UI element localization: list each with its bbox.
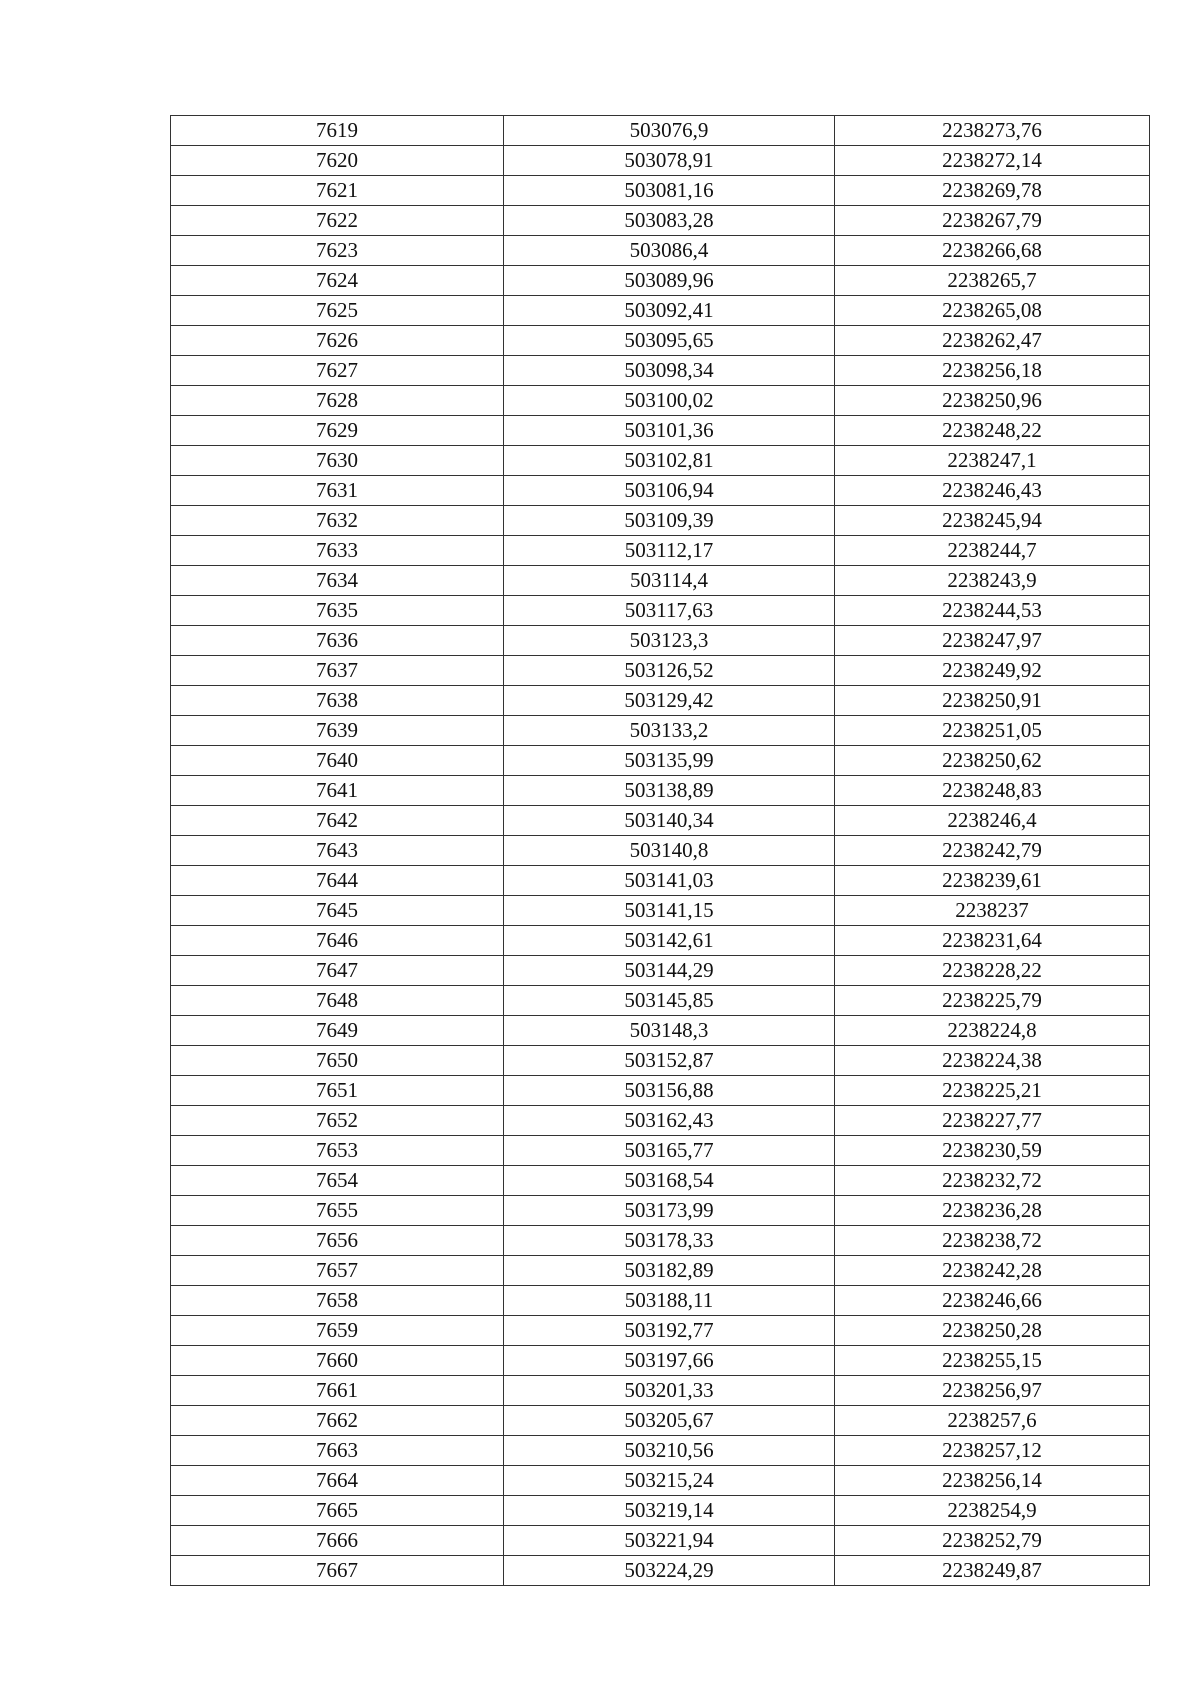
point-number-cell: 7656 [171, 1226, 504, 1256]
x-coordinate-cell: 503086,4 [504, 236, 835, 266]
table-row [171, 746, 1150, 776]
x-coordinate-cell: 503148,3 [504, 1016, 835, 1046]
x-coordinate-cell: 503089,96 [504, 266, 835, 296]
x-coordinate-cell: 503219,14 [504, 1496, 835, 1526]
point-number-cell: 7667 [171, 1556, 504, 1586]
table-row [171, 146, 1150, 176]
x-coordinate-cell: 503144,29 [504, 956, 835, 986]
point-number-cell: 7620 [171, 146, 504, 176]
point-number-cell: 7644 [171, 866, 504, 896]
x-coordinate-cell: 503221,94 [504, 1526, 835, 1556]
x-coordinate-cell: 503192,77 [504, 1316, 835, 1346]
point-number-cell: 7660 [171, 1346, 504, 1376]
point-number-cell: 7628 [171, 386, 504, 416]
point-number-cell: 7642 [171, 806, 504, 836]
x-coordinate-cell: 503145,85 [504, 986, 835, 1016]
x-coordinate-cell: 503141,15 [504, 896, 835, 926]
point-number-cell: 7640 [171, 746, 504, 776]
y-coordinate-cell: 2238248,83 [835, 776, 1150, 806]
point-number-cell: 7630 [171, 446, 504, 476]
y-coordinate-cell: 2238254,9 [835, 1496, 1150, 1526]
table-row [171, 1076, 1150, 1106]
point-number-cell: 7664 [171, 1466, 504, 1496]
x-coordinate-cell: 503129,42 [504, 686, 835, 716]
x-coordinate-cell: 503114,4 [504, 566, 835, 596]
point-number-cell: 7625 [171, 296, 504, 326]
table-row [171, 356, 1150, 386]
table-row [171, 656, 1150, 686]
x-coordinate-cell: 503133,2 [504, 716, 835, 746]
y-coordinate-cell: 2238256,18 [835, 356, 1150, 386]
table-row [171, 776, 1150, 806]
table-row [171, 596, 1150, 626]
x-coordinate-cell: 503141,03 [504, 866, 835, 896]
point-number-cell: 7658 [171, 1286, 504, 1316]
x-coordinate-cell: 503100,02 [504, 386, 835, 416]
y-coordinate-cell: 2238250,91 [835, 686, 1150, 716]
y-coordinate-cell: 2238237 [835, 896, 1150, 926]
table-row [171, 1316, 1150, 1346]
table-row [171, 1286, 1150, 1316]
table-row [171, 626, 1150, 656]
y-coordinate-cell: 2238236,28 [835, 1196, 1150, 1226]
x-coordinate-cell: 503188,11 [504, 1286, 835, 1316]
x-coordinate-cell: 503162,43 [504, 1106, 835, 1136]
y-coordinate-cell: 2238249,87 [835, 1556, 1150, 1586]
y-coordinate-cell: 2238273,76 [835, 116, 1150, 146]
x-coordinate-cell: 503126,52 [504, 656, 835, 686]
table-row [171, 896, 1150, 926]
table-row [171, 1496, 1150, 1526]
table-row [171, 416, 1150, 446]
x-coordinate-cell: 503095,65 [504, 326, 835, 356]
point-number-cell: 7649 [171, 1016, 504, 1046]
x-coordinate-cell: 503215,24 [504, 1466, 835, 1496]
x-coordinate-cell: 503210,56 [504, 1436, 835, 1466]
x-coordinate-cell: 503165,77 [504, 1136, 835, 1166]
table-row [171, 446, 1150, 476]
x-coordinate-cell: 503201,33 [504, 1376, 835, 1406]
point-number-cell: 7647 [171, 956, 504, 986]
table-row [171, 326, 1150, 356]
coordinates-table-body [171, 116, 1150, 1586]
point-number-cell: 7629 [171, 416, 504, 446]
point-number-cell: 7633 [171, 536, 504, 566]
y-coordinate-cell: 2238225,79 [835, 986, 1150, 1016]
point-number-cell: 7624 [171, 266, 504, 296]
x-coordinate-cell: 503106,94 [504, 476, 835, 506]
y-coordinate-cell: 2238232,72 [835, 1166, 1150, 1196]
point-number-cell: 7634 [171, 566, 504, 596]
table-row [171, 176, 1150, 206]
x-coordinate-cell: 503076,9 [504, 116, 835, 146]
y-coordinate-cell: 2238246,43 [835, 476, 1150, 506]
x-coordinate-cell: 503173,99 [504, 1196, 835, 1226]
y-coordinate-cell: 2238256,97 [835, 1376, 1150, 1406]
y-coordinate-cell: 2238224,8 [835, 1016, 1150, 1046]
y-coordinate-cell: 2238262,47 [835, 326, 1150, 356]
table-row [171, 1556, 1150, 1586]
point-number-cell: 7654 [171, 1166, 504, 1196]
y-coordinate-cell: 2238266,68 [835, 236, 1150, 266]
y-coordinate-cell: 2238245,94 [835, 506, 1150, 536]
y-coordinate-cell: 2238255,15 [835, 1346, 1150, 1376]
x-coordinate-cell: 503123,3 [504, 626, 835, 656]
table-row [171, 236, 1150, 266]
point-number-cell: 7626 [171, 326, 504, 356]
x-coordinate-cell: 503156,88 [504, 1076, 835, 1106]
table-row [171, 566, 1150, 596]
y-coordinate-cell: 2238244,53 [835, 596, 1150, 626]
y-coordinate-cell: 2238224,38 [835, 1046, 1150, 1076]
point-number-cell: 7631 [171, 476, 504, 506]
point-number-cell: 7627 [171, 356, 504, 386]
point-number-cell: 7648 [171, 986, 504, 1016]
table-row [171, 686, 1150, 716]
point-number-cell: 7659 [171, 1316, 504, 1346]
y-coordinate-cell: 2238250,62 [835, 746, 1150, 776]
y-coordinate-cell: 2238269,78 [835, 176, 1150, 206]
y-coordinate-cell: 2238257,6 [835, 1406, 1150, 1436]
y-coordinate-cell: 2238238,72 [835, 1226, 1150, 1256]
x-coordinate-cell: 503112,17 [504, 536, 835, 566]
y-coordinate-cell: 2238230,59 [835, 1136, 1150, 1166]
table-row [171, 1256, 1150, 1286]
y-coordinate-cell: 2238249,92 [835, 656, 1150, 686]
x-coordinate-cell: 503078,91 [504, 146, 835, 176]
table-row [171, 386, 1150, 416]
point-number-cell: 7663 [171, 1436, 504, 1466]
point-number-cell: 7643 [171, 836, 504, 866]
point-number-cell: 7636 [171, 626, 504, 656]
x-coordinate-cell: 503140,8 [504, 836, 835, 866]
y-coordinate-cell: 2238247,97 [835, 626, 1150, 656]
point-number-cell: 7632 [171, 506, 504, 536]
y-coordinate-cell: 2238228,22 [835, 956, 1150, 986]
x-coordinate-cell: 503098,34 [504, 356, 835, 386]
x-coordinate-cell: 503178,33 [504, 1226, 835, 1256]
y-coordinate-cell: 2238265,7 [835, 266, 1150, 296]
point-number-cell: 7651 [171, 1076, 504, 1106]
table-row [171, 1016, 1150, 1046]
x-coordinate-cell: 503152,87 [504, 1046, 835, 1076]
table-row [171, 956, 1150, 986]
table-row [171, 476, 1150, 506]
y-coordinate-cell: 2238239,61 [835, 866, 1150, 896]
x-coordinate-cell: 503092,41 [504, 296, 835, 326]
point-number-cell: 7661 [171, 1376, 504, 1406]
x-coordinate-cell: 503182,89 [504, 1256, 835, 1286]
y-coordinate-cell: 2238242,79 [835, 836, 1150, 866]
table-row [171, 1526, 1150, 1556]
point-number-cell: 7638 [171, 686, 504, 716]
table-row [171, 296, 1150, 326]
y-coordinate-cell: 2238242,28 [835, 1256, 1150, 1286]
table-row [171, 1106, 1150, 1136]
x-coordinate-cell: 503135,99 [504, 746, 835, 776]
point-number-cell: 7623 [171, 236, 504, 266]
y-coordinate-cell: 2238250,28 [835, 1316, 1150, 1346]
table-row [171, 836, 1150, 866]
y-coordinate-cell: 2238252,79 [835, 1526, 1150, 1556]
point-number-cell: 7639 [171, 716, 504, 746]
y-coordinate-cell: 2238225,21 [835, 1076, 1150, 1106]
table-row [171, 986, 1150, 1016]
point-number-cell: 7645 [171, 896, 504, 926]
table-row [171, 1346, 1150, 1376]
table-row [171, 1046, 1150, 1076]
point-number-cell: 7666 [171, 1526, 504, 1556]
point-number-cell: 7652 [171, 1106, 504, 1136]
point-number-cell: 7650 [171, 1046, 504, 1076]
table-row [171, 506, 1150, 536]
table-row [171, 1196, 1150, 1226]
point-number-cell: 7655 [171, 1196, 504, 1226]
point-number-cell: 7621 [171, 176, 504, 206]
table-row [171, 1436, 1150, 1466]
table-row [171, 866, 1150, 896]
point-number-cell: 7665 [171, 1496, 504, 1526]
x-coordinate-cell: 503197,66 [504, 1346, 835, 1376]
y-coordinate-cell: 2238246,4 [835, 806, 1150, 836]
table-row [171, 116, 1150, 146]
x-coordinate-cell: 503102,81 [504, 446, 835, 476]
table-row [171, 266, 1150, 296]
coordinates-table [170, 115, 1150, 1586]
y-coordinate-cell: 2238227,77 [835, 1106, 1150, 1136]
table-row [171, 206, 1150, 236]
y-coordinate-cell: 2238250,96 [835, 386, 1150, 416]
x-coordinate-cell: 503117,63 [504, 596, 835, 626]
y-coordinate-cell: 2238265,08 [835, 296, 1150, 326]
y-coordinate-cell: 2238256,14 [835, 1466, 1150, 1496]
y-coordinate-cell: 2238231,64 [835, 926, 1150, 956]
x-coordinate-cell: 503224,29 [504, 1556, 835, 1586]
table-row [171, 926, 1150, 956]
point-number-cell: 7662 [171, 1406, 504, 1436]
x-coordinate-cell: 503083,28 [504, 206, 835, 236]
y-coordinate-cell: 2238251,05 [835, 716, 1150, 746]
x-coordinate-cell: 503109,39 [504, 506, 835, 536]
x-coordinate-cell: 503168,54 [504, 1166, 835, 1196]
point-number-cell: 7619 [171, 116, 504, 146]
point-number-cell: 7635 [171, 596, 504, 626]
table-row [171, 1166, 1150, 1196]
table-row [171, 1466, 1150, 1496]
table-row [171, 1406, 1150, 1436]
x-coordinate-cell: 503081,16 [504, 176, 835, 206]
x-coordinate-cell: 503101,36 [504, 416, 835, 446]
y-coordinate-cell: 2238247,1 [835, 446, 1150, 476]
point-number-cell: 7657 [171, 1256, 504, 1286]
y-coordinate-cell: 2238246,66 [835, 1286, 1150, 1316]
y-coordinate-cell: 2238267,79 [835, 206, 1150, 236]
x-coordinate-cell: 503205,67 [504, 1406, 835, 1436]
y-coordinate-cell: 2238244,7 [835, 536, 1150, 566]
x-coordinate-cell: 503142,61 [504, 926, 835, 956]
y-coordinate-cell: 2238248,22 [835, 416, 1150, 446]
table-row [171, 806, 1150, 836]
x-coordinate-cell: 503140,34 [504, 806, 835, 836]
y-coordinate-cell: 2238257,12 [835, 1436, 1150, 1466]
point-number-cell: 7622 [171, 206, 504, 236]
table-row [171, 1376, 1150, 1406]
table-row [171, 536, 1150, 566]
point-number-cell: 7653 [171, 1136, 504, 1166]
point-number-cell: 7646 [171, 926, 504, 956]
y-coordinate-cell: 2238243,9 [835, 566, 1150, 596]
y-coordinate-cell: 2238272,14 [835, 146, 1150, 176]
table-row [171, 716, 1150, 746]
point-number-cell: 7637 [171, 656, 504, 686]
table-row [171, 1226, 1150, 1256]
table-row [171, 1136, 1150, 1166]
point-number-cell: 7641 [171, 776, 504, 806]
x-coordinate-cell: 503138,89 [504, 776, 835, 806]
